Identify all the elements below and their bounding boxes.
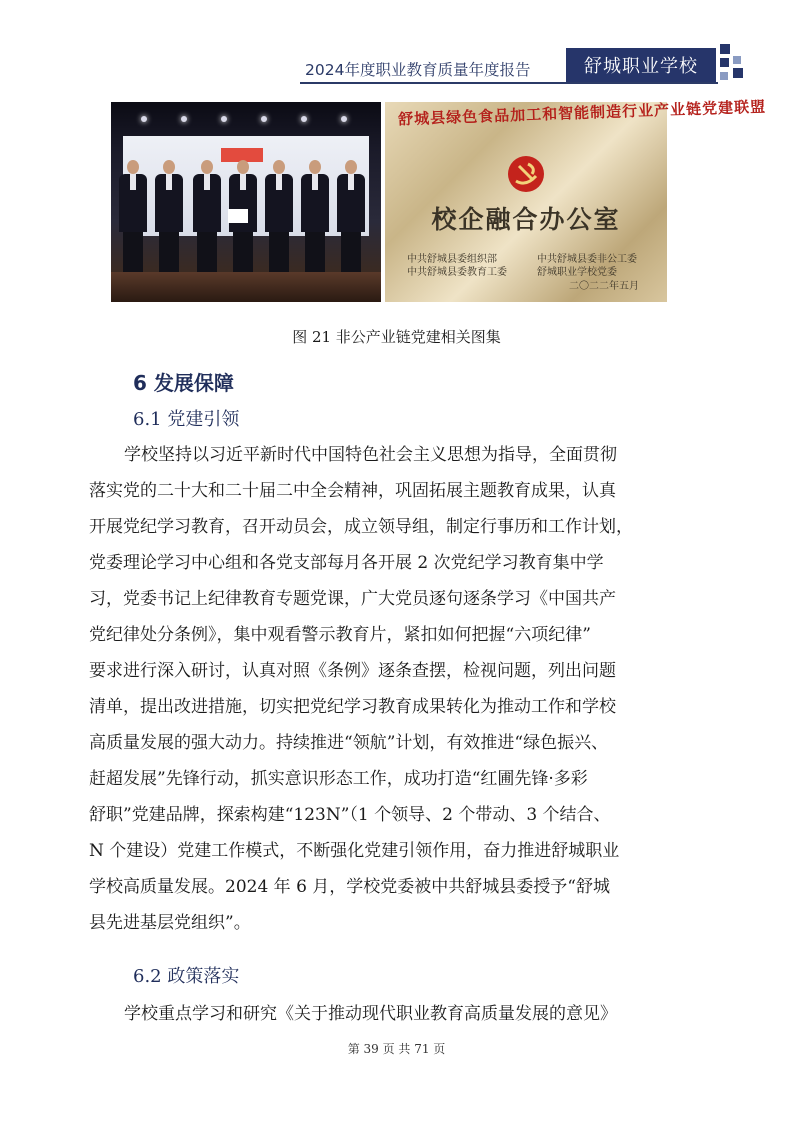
party-emblem-icon: [506, 154, 546, 194]
plaque-org-3: 中共舒城县委教育工委: [407, 267, 507, 278]
paragraph-line: 赶超发展”先锋行动，抓实意识形态工作，成功打造“红圃先锋·多彩: [89, 769, 588, 789]
party-paragraph: [89, 437, 709, 941]
paragraph-line: 党纪律处分条例》，集中观看警示教育片，紧扣如何把握“六项纪律”: [89, 625, 591, 645]
plaque-date: 二〇二二年五月: [569, 281, 639, 292]
figure-caption: 图 21 非公产业链党建相关图集: [292, 328, 501, 346]
plaque-org-2: 中共舒城县委非公工委: [537, 254, 637, 265]
award-ceremony-photo: [111, 102, 381, 302]
paragraph-line: 学校重点学习和研究《关于推动现代职业教育高质量发展的意见》: [124, 1004, 617, 1024]
paragraph-line: 县先进基层党组织”。: [89, 913, 251, 933]
plaque-main-title: 校企融合办公室: [431, 205, 621, 234]
section-heading: 6 发展保障: [133, 371, 234, 395]
certificate: [228, 209, 248, 223]
paragraph-line: 要求进行深入研讨，认真对照《条例》逐条查摆，检视问题，列出问题: [89, 661, 616, 681]
paragraph-line: 开展党纪学习教育，召开动员会，成立领导组，制定行事历和工作计划，: [89, 517, 633, 537]
header-rule: [300, 82, 718, 84]
paragraph-line: 清单，提出改进措施，切实把党纪学习教育成果转化为推动工作和学校: [89, 697, 616, 717]
paragraph-line: 舒职”党建品牌，探索构建“123N”（1 个领导、2 个带动、3 个结合、: [89, 805, 611, 825]
paragraph-line: 习，党委书记上纪律教育专题党课，广大党员逐句逐条学习《中国共产: [89, 589, 616, 609]
paragraph-line: 落实党的二十大和二十届二中全会精神，巩固拓展主题教育成果，认真: [89, 481, 616, 501]
subsection-heading-policy: 6.2 政策落实: [133, 966, 240, 987]
school-badge: 舒城职业学校: [566, 48, 716, 82]
paragraph-line: 学校坚持以习近平新时代中国特色社会主义思想为指导，全面贯彻: [124, 445, 617, 465]
office-plaque-photo: [385, 97, 767, 302]
plaque-arc-text: 舒城县绿色食品加工和智能制造行业产业链党建联盟: [397, 97, 767, 129]
paragraph-line: N 个建设）党建工作模式，不断强化党建引领作用，奋力推进舒城职业: [89, 841, 620, 861]
paragraph-line: 高质量发展的强大动力。持续推进“领航”计划，有效推进“绿色振兴、: [89, 733, 609, 753]
plaque-org-4: 舒城职业学校党委: [537, 267, 617, 278]
policy-paragraph: [89, 996, 709, 1032]
page-number: 第 39 页 共 71 页: [347, 1042, 446, 1056]
report-title: 2024年度职业教育质量年度报告: [305, 61, 531, 79]
plaque-org-1: 中共舒城县委组织部: [407, 254, 497, 265]
paragraph-line: 党委理论学习中心组和各党支部每月各开展 2 次党纪学习教育集中学: [89, 553, 604, 573]
stage-floor: [111, 272, 381, 302]
subsection-heading-party: 6.1 党建引领: [133, 409, 240, 430]
paragraph-line: 学校高质量发展。2024 年 6 月，学校党委被中共舒城县委授予“舒城: [89, 877, 610, 897]
